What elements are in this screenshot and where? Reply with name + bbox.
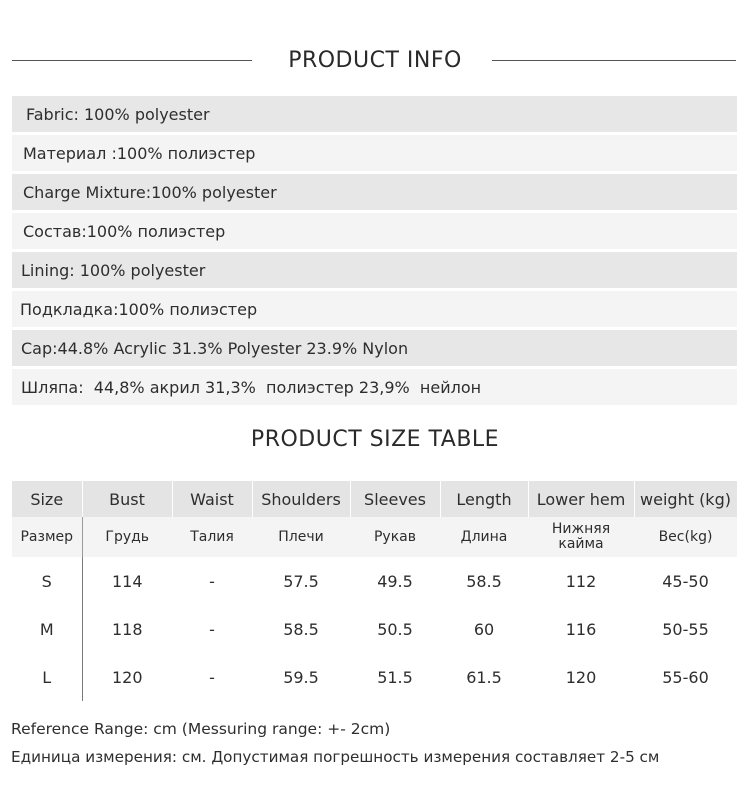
product-info-list	[12, 96, 737, 408]
info-row-cap-ru	[12, 369, 737, 405]
table-cell: 45-50	[634, 557, 737, 605]
header-cell: Size	[12, 481, 82, 517]
table-cell: 112	[528, 557, 634, 605]
info-row-text: Cap:44.8% Acrylic 31.3% Polyester 23.9% Nylon	[21, 338, 409, 358]
table-cell: 61.5	[440, 653, 528, 701]
table-cell: -	[172, 557, 252, 605]
header-cell: Lower hem	[528, 481, 634, 517]
table-cell: 59.5	[252, 653, 350, 701]
size-cell: L	[12, 653, 82, 701]
header-cell-ru: Вес(kg)	[634, 517, 737, 557]
info-row-text: Подкладка:100% полиэстер	[20, 299, 258, 319]
table-cell: 49.5	[350, 557, 440, 605]
table-cell: -	[172, 605, 252, 653]
product-info-title: PRODUCT INFO	[276, 48, 474, 73]
size-table-header-row-ru	[12, 517, 737, 557]
size-table	[12, 481, 738, 701]
size-table-title: PRODUCT SIZE TABLE	[250, 427, 500, 452]
info-row-text: Шляпа: 44,8% акрил 31,3% полиэстер 23,9% нейлон	[21, 377, 482, 397]
header-cell-ru: Грудь	[82, 517, 172, 557]
info-row-material-ru	[12, 135, 737, 171]
info-row-text: Charge Mixture:100% polyester	[23, 182, 277, 202]
table-cell: 114	[82, 557, 172, 605]
header-cell: Length	[440, 481, 528, 517]
table-cell: 116	[528, 605, 634, 653]
header-cell: Bust	[82, 481, 172, 517]
table-cell: 60	[440, 605, 528, 653]
header-cell: Waist	[172, 481, 252, 517]
info-row-charge-mixture	[12, 174, 737, 210]
header-cell-ru: Размер	[12, 517, 82, 557]
product-info-heading-row	[0, 44, 750, 76]
info-row-fabric	[12, 96, 737, 132]
table-cell: 118	[82, 605, 172, 653]
header-cell: weight (kg)	[634, 481, 737, 517]
info-row-text: Lining: 100% polyester	[21, 260, 206, 280]
table-cell: -	[172, 653, 252, 701]
table-cell: 58.5	[440, 557, 528, 605]
table-row	[12, 653, 737, 701]
info-row-text: Состав:100% полиэстер	[23, 221, 226, 241]
info-row-cap	[12, 330, 737, 366]
info-row-text: Материал :100% полиэстер	[23, 143, 256, 163]
header-cell-ru: Талия	[172, 517, 252, 557]
table-cell: 58.5	[252, 605, 350, 653]
heading-divider-left	[12, 60, 252, 61]
header-cell: Shoulders	[252, 481, 350, 517]
heading-divider-right	[492, 60, 736, 61]
table-row	[12, 605, 737, 653]
table-cell: 55-60	[634, 653, 737, 701]
reference-range-note: Reference Range: cm (Messuring range: +- 2cm)	[11, 720, 391, 738]
info-row-lining-ru	[12, 291, 737, 327]
table-cell: 120	[528, 653, 634, 701]
table-cell: 57.5	[252, 557, 350, 605]
header-cell: Sleeves	[350, 481, 440, 517]
table-row	[12, 557, 737, 605]
table-cell: 51.5	[350, 653, 440, 701]
header-cell-ru: Нижняя кайма	[528, 517, 634, 557]
size-cell: M	[12, 605, 82, 653]
measurement-note-ru: Единица измерения: см. Допустимая погрешность измерения составляет 2-5 см	[11, 748, 660, 766]
info-row-text: Fabric: 100% polyester	[26, 104, 210, 124]
info-row-composition-ru	[12, 213, 737, 249]
header-cell-ru: Длина	[440, 517, 528, 557]
size-table-header-row	[12, 481, 737, 517]
header-cell-ru: Плечи	[252, 517, 350, 557]
header-cell-ru: Рукав	[350, 517, 440, 557]
info-row-lining	[12, 252, 737, 288]
table-cell: 50-55	[634, 605, 737, 653]
table-cell: 120	[82, 653, 172, 701]
size-cell: S	[12, 557, 82, 605]
table-cell: 50.5	[350, 605, 440, 653]
